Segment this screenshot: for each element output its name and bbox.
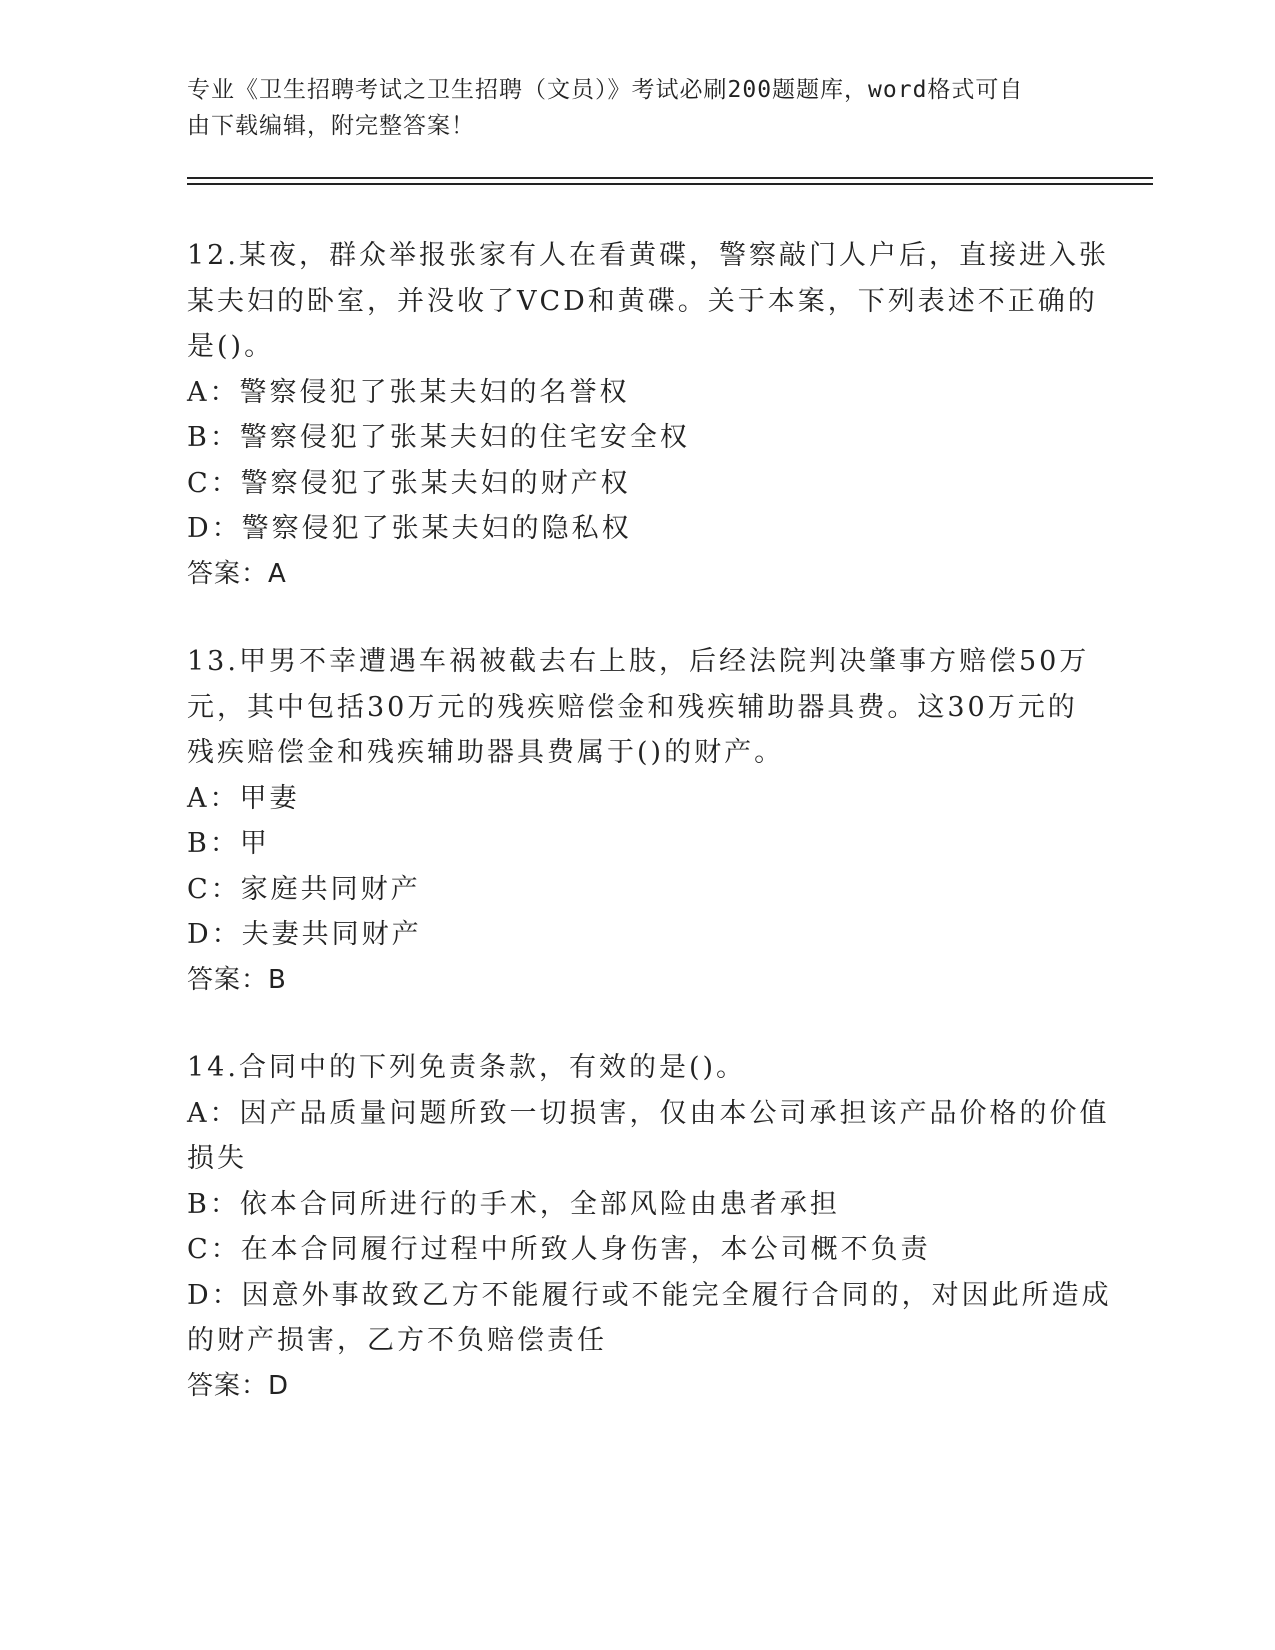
- answer-label: 答案：B: [187, 964, 287, 995]
- question-stem-line: 12.某夜，群众举报张家有人在看黄碟，警察敲门人户后，直接进入张: [187, 240, 1109, 271]
- option-a-continued: 损失: [187, 1143, 247, 1174]
- question-stem-line: 14.合同中的下列免责条款，有效的是()。: [187, 1052, 747, 1083]
- header-divider-bottom: [187, 183, 1153, 185]
- question-stem-line: 某夫妇的卧室，并没收了VCD和黄碟。关于本案，下列表述不正确的: [187, 285, 1098, 317]
- question-stem-line: 元，其中包括30万元的残疾赔偿金和残疾辅助器具费。这30万元的: [187, 691, 1078, 723]
- question-stem-line: 残疾赔偿金和残疾辅助器具费属于()的财产。: [187, 737, 785, 768]
- option-a: A：因产品质量问题所致一切损害，仅由本公司承担该产品价格的价值: [187, 1097, 1110, 1129]
- question-14: [187, 1045, 1112, 1409]
- header-line-1: 专业《卫生招聘考试之卫生招聘（文员）》考试必刷200题题库，word格式可自: [187, 77, 1024, 103]
- option-c: C：家庭共同财产: [187, 873, 421, 905]
- document-header: [187, 72, 1067, 144]
- question-stem-line: 是()。: [187, 331, 275, 362]
- question-list: [187, 233, 1112, 1451]
- question-stem-line: 13.甲男不幸遭遇车祸被截去右上肢，后经法院判决肇事方赔偿50万: [187, 646, 1090, 677]
- option-b: B：依本合同所进行的手术，全部风险由患者承担: [187, 1188, 840, 1220]
- option-c: C：在本合同履行过程中所致人身伤害，本公司概不负责: [187, 1234, 931, 1265]
- header-divider-top: [187, 177, 1153, 179]
- question-12: [187, 233, 1109, 597]
- option-c: C：警察侵犯了张某夫妇的财产权: [187, 467, 631, 499]
- option-d: D：因意外事故致乙方不能履行或不能完全履行合同的，对因此所造成: [187, 1279, 1112, 1311]
- question-13: [187, 639, 1090, 1003]
- option-d: D：夫妻共同财产: [187, 919, 422, 950]
- option-b: B：甲: [187, 828, 270, 859]
- option-a: A：警察侵犯了张某夫妇的名誉权: [187, 376, 630, 408]
- option-b: B：警察侵犯了张某夫妇的住宅安全权: [187, 422, 690, 453]
- option-d-continued: 的财产损害，乙方不负赔偿责任: [187, 1325, 607, 1356]
- answer-label: 答案：A: [187, 558, 287, 589]
- header-line-2: 由下载编辑，附完整答案！: [187, 113, 475, 139]
- answer-label: 答案：D: [187, 1370, 290, 1401]
- option-a: A：甲妻: [187, 782, 300, 814]
- option-d: D：警察侵犯了张某夫妇的隐私权: [187, 513, 632, 544]
